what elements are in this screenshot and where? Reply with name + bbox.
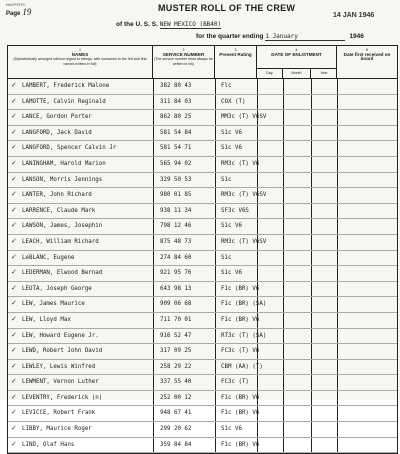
col-num-3: 3 [234, 48, 237, 52]
ship-prefix: of the U. S. S. [116, 21, 158, 28]
service-number: 916 52 47 [160, 332, 192, 339]
service-number: 980 01 85 [160, 192, 192, 199]
col-note-names: (Alphabetically arranged without regard to ratings, with surnames to the left and first names written in full) [13, 57, 147, 66]
col-num-1: 1 [79, 48, 81, 52]
present-rating: Flc [221, 83, 232, 89]
table-row [8, 266, 397, 282]
present-rating: SF3c V6S [221, 207, 249, 214]
service-number: 581 54 84 [160, 129, 192, 136]
check-mark-icon: ✓ [11, 314, 17, 323]
table-row [8, 406, 397, 422]
present-rating: S1c V6 [221, 270, 242, 277]
header-names [8, 46, 153, 78]
crew-name: LeBLANC, Eugene [22, 254, 75, 261]
page-label-text: Page [6, 11, 21, 17]
sub-day: Day [257, 69, 283, 78]
check-mark-icon: ✓ [11, 346, 17, 355]
enlistment-subheader [257, 68, 336, 78]
table-row [8, 157, 397, 173]
table-row [8, 219, 397, 235]
col-num-4: 4 [295, 48, 298, 52]
present-rating: F1c (BR) (SA) [221, 301, 267, 308]
present-rating: F1c (BR) V6 [221, 441, 260, 448]
service-number: 921 95 76 [160, 270, 192, 277]
table-row [8, 282, 397, 298]
check-mark-icon: ✓ [11, 143, 17, 152]
present-rating: S1c [221, 176, 232, 183]
present-rating: S1c V6 [221, 145, 242, 152]
crew-name: LEACH, William Richard [22, 238, 99, 245]
table-row [8, 141, 397, 157]
crew-name: LANINGHAM, Harold Marion [22, 160, 106, 167]
col-title-received: Date first received on board [343, 51, 391, 62]
crew-name: LARRENCE, Claude Mark [22, 207, 96, 214]
col-num-5: 5 [366, 48, 368, 52]
crew-name: LEW, Lloyd Max [22, 316, 71, 323]
table-row [8, 173, 397, 189]
check-mark-icon: ✓ [11, 158, 17, 167]
present-rating: S1c V6 [221, 426, 242, 433]
service-number: 948 67 41 [160, 410, 192, 417]
present-rating: F1c (BR) V6 [221, 410, 260, 417]
table-row [8, 329, 397, 345]
present-rating: RM3c (T) V6 [221, 160, 260, 167]
col-title-rating: Present Rating [219, 51, 252, 57]
table-row [8, 422, 397, 438]
crew-name: LANGFORD, Jack David [22, 129, 92, 136]
check-mark-icon: ✓ [11, 439, 17, 448]
present-rating: CBM (AA) (T) [221, 363, 263, 370]
check-mark-icon: ✓ [11, 236, 17, 245]
crew-name: LEVICCE, Robert Frank [22, 410, 96, 417]
check-mark-icon: ✓ [11, 330, 17, 339]
service-number: 862 80 25 [160, 114, 192, 121]
check-mark-icon: ✓ [11, 205, 17, 214]
service-number: 581 54 71 [160, 145, 192, 152]
service-number: 317 09 25 [160, 348, 192, 355]
table-row [8, 95, 397, 111]
check-mark-icon: ✓ [11, 81, 17, 89]
crew-name: LIBBY, Maurice Roger [22, 426, 92, 433]
check-mark-icon: ✓ [11, 392, 17, 401]
present-rating: F1c (BR) V6 [221, 285, 260, 292]
table-row [8, 188, 397, 204]
present-rating: S1c [221, 254, 232, 261]
document-title: MUSTER ROLL OF THE CREW [158, 3, 296, 13]
table-row [8, 360, 397, 376]
check-mark-icon: ✓ [11, 190, 17, 199]
crew-name: LANTER, John Richard [22, 192, 92, 199]
col-title-enlistment: DATE OF ENLISTMENT [271, 51, 322, 57]
ship-line [116, 21, 221, 29]
service-number: 274 84 60 [160, 254, 192, 261]
service-number: 359 84 84 [160, 441, 192, 448]
service-number: 643 98 13 [160, 285, 192, 292]
service-number: 565 94 02 [160, 160, 192, 167]
present-rating: RT3c (T) (SA) [221, 332, 267, 339]
present-rating: F1c (BR) V6 [221, 394, 260, 401]
check-mark-icon: ✓ [11, 112, 17, 121]
crew-name: LEVENTRY, Frederick (n) [22, 394, 103, 401]
crew-name: LIND, Olaf Hans [22, 441, 75, 448]
col-title-service: SERVICE NUMBER [162, 51, 205, 57]
col-note-service: (The service number must always be written in ink) [154, 57, 213, 66]
table-header [8, 46, 397, 79]
table-row [8, 344, 397, 360]
present-rating: S1c V6 [221, 129, 242, 136]
quarter-year: 1946 [349, 33, 364, 40]
crew-name: LEWLEY, Lewis Winfred [22, 363, 96, 370]
present-rating: MM3c (T) V6SV [221, 114, 267, 121]
col-title-names: NAMES [71, 51, 89, 57]
sub-year: Year [320, 71, 328, 75]
crew-name: LEOTA, Joseph George [22, 285, 92, 292]
service-number: 711 70 01 [160, 316, 192, 323]
crew-name: LAMBERT, Frederick Malone [22, 83, 110, 89]
header-service [153, 46, 215, 78]
service-number: 938 11 34 [160, 207, 192, 214]
present-rating: FC3c (T) V6 [221, 348, 260, 355]
crew-name: LAMOTTE, Calvin Reginald [22, 98, 106, 105]
header-received [337, 46, 397, 78]
header-enlistment [257, 46, 337, 78]
service-number: 798 12 46 [160, 223, 192, 230]
check-mark-icon: ✓ [11, 299, 17, 308]
service-number: 909 06 68 [160, 301, 192, 308]
crew-name: LANGFORD, Spencer Calvin Jr [22, 145, 117, 152]
quarter-line [196, 33, 364, 41]
col-num-2: 2 [182, 48, 185, 52]
service-number: 299 20 62 [160, 426, 192, 433]
present-rating: FC3c (T) [221, 379, 249, 386]
crew-name: LEW, Howard Eugene Jr. [22, 332, 99, 339]
check-mark-icon: ✓ [11, 377, 17, 386]
quarter-prefix: for the quarter ending [196, 33, 264, 40]
service-number: 875 48 73 [160, 238, 192, 245]
check-mark-icon: ✓ [11, 408, 17, 417]
check-mark-icon: ✓ [11, 361, 17, 370]
crew-name: LAWSON, James, Josephin [22, 223, 103, 230]
sub-month: Month [283, 69, 311, 78]
crew-name: LEDERMAN, Elwood Bernad [22, 270, 103, 277]
crew-name: LANSON, Morris Jennings [22, 176, 103, 183]
check-mark-icon: ✓ [11, 96, 17, 105]
table-row [8, 204, 397, 220]
check-mark-icon: ✓ [11, 283, 17, 292]
table-row [8, 313, 397, 329]
present-rating: S1c V6 [221, 223, 242, 230]
check-mark-icon: ✓ [11, 424, 17, 433]
table-body [8, 79, 397, 453]
service-number: 252 00 12 [160, 394, 192, 401]
table-row [8, 126, 397, 142]
service-number: 311 84 03 [160, 98, 192, 105]
service-number: 258 29 22 [160, 363, 192, 370]
ship-name: NEW MEXICO (BB40) [159, 21, 222, 28]
table-row [8, 375, 397, 391]
page-number: 19 [22, 7, 32, 17]
quarter-date: 1 January [265, 33, 345, 41]
present-rating: COX (T) [221, 98, 246, 105]
form-label: NAVPERS- [6, 2, 27, 7]
table-row [8, 438, 397, 454]
table-row [8, 251, 397, 267]
page-label [6, 7, 31, 17]
present-rating: RM3c (T) V6SV [221, 238, 267, 245]
table-row [8, 391, 397, 407]
crew-name: LANCE, Gordon Porter [22, 114, 92, 121]
check-mark-icon: ✓ [11, 252, 17, 261]
present-rating: RM3c (T) V6SV [221, 192, 267, 199]
service-number: 337 55 40 [160, 379, 192, 386]
check-mark-icon: ✓ [11, 127, 17, 136]
crew-name: LEW, James Maurice [22, 301, 85, 308]
service-number: 329 50 53 [160, 176, 192, 183]
crew-name: LEWMENT, Vernon Luther [22, 379, 99, 386]
check-mark-icon: ✓ [11, 221, 17, 230]
check-mark-icon: ✓ [11, 174, 17, 183]
header-rating [215, 46, 257, 78]
date-stamp: 14 JAN 1946 [333, 12, 375, 19]
crew-name: LEWD, Robert John David [22, 348, 103, 355]
check-mark-icon: ✓ [11, 268, 17, 277]
present-rating: F1c (BR) V6 [221, 316, 260, 323]
table-row [8, 79, 397, 95]
crew-table [7, 45, 398, 454]
table-row [8, 297, 397, 313]
table-row [8, 235, 397, 251]
table-row [8, 110, 397, 126]
service-number: 382 80 43 [160, 83, 192, 89]
